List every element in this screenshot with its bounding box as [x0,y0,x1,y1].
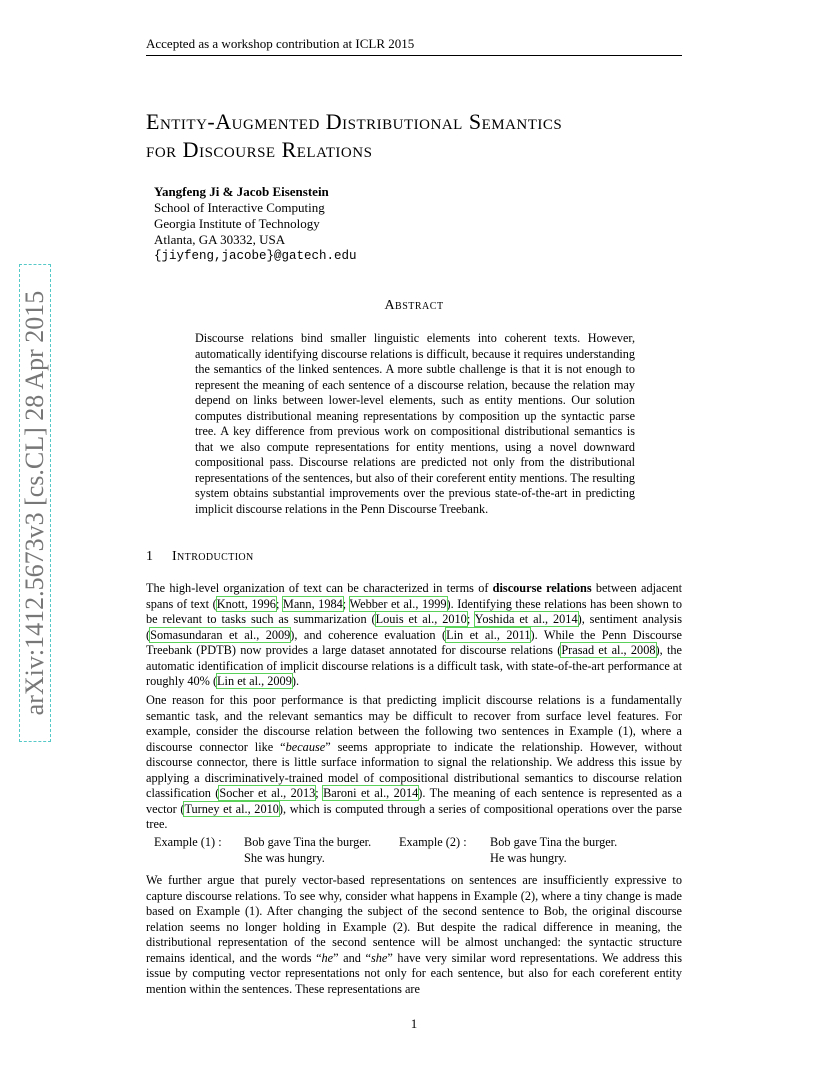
text-run: ; [466,612,475,626]
abstract-text: Discourse relations bind smaller linguistic elements into coherent texts. However, automatically identifying discourse relations is difficult, because it requires understanding the semantics of the linked sentences. A more subtle challenge is that it is not enough to represent the meaning of each sentence of a discourse relation, because the relation may depend on links between lower-level elements, such as entity mentions. Our solution computes distributional meaning representations by composition up the syntactic parse tree. A key difference from previous work on compositional distributional semantics is that we also compute representations for entity mentions, using a novel downward compositional pass. Discourse relations are predicted not only from the distributional representations of the sentences, but also of their coreferent entity mentions. The resulting system obtains substantial improvements over the previous state-of-the-art in predicting implicit discourse relations in the Penn Discourse Treebank. [195,331,635,516]
author-email: {jiyfeng,jacobe}@gatech.edu [154,249,357,263]
abstract-heading: Abstract [384,298,444,313]
running-head: Accepted as a workshop contribution at ICLR 2015 [146,36,682,56]
citation-link[interactable]: Prasad et al., 2008 [561,643,656,657]
bold-term: discourse relations [492,581,592,595]
citation-link[interactable]: Knott, 1996 [216,596,276,611]
citation-link[interactable]: Mann, 1984 [282,596,343,611]
affiliation-2: Georgia Institute of Technology [154,216,320,231]
text-run: ), and coherence evaluation ( [290,627,447,642]
text-run: We further argue that purely vector-based representations on sentences are insufficiently expressive to capture discourse relations. To see why, consider what happens in Example (2), where a tiny change is made based on Example (1). After changing the subject of the second sentence to Bob, the original discourse relation seems no longer holding in Example (2). But despite the radical difference in meaning, the distributional representation of the second sentence will be almost unchanged: the syntactic structure remains identical, and the words “ [146,873,682,965]
author-block [154,184,554,264]
example-2-label: Example (2) : [399,835,467,849]
text-run: ). While the Penn Discourse Treebank (PDTB) now provides a large dataset annotated for discourse relations ( [146,627,682,657]
italic-term: he [321,950,334,965]
citation-link[interactable]: Somasundaran et al., 2009 [150,627,291,642]
citation-link[interactable]: Baroni et al., 2014 [323,786,419,800]
example-2-line-2: He was hungry. [490,851,567,865]
citation-link[interactable]: Webber et al., 1999 [349,596,447,611]
title-line-1: Entity-Augmented Distributional Semantics [146,109,563,134]
text-run: ). [291,674,300,688]
citation-link[interactable]: Lin et al., 2009 [217,674,292,688]
citation-link[interactable]: Turney et al., 2010 [184,801,279,816]
italic-term: because [285,739,326,754]
example-2-line-1: Bob gave Tina the burger. [490,835,618,849]
paragraph-3 [146,873,682,997]
text-run: ; [342,596,350,611]
text-run: ; [315,786,324,800]
italic-term: she [370,950,388,965]
section-title: Introduction [172,549,254,564]
text-run: ), the automatic identification of implicit discourse relations is a difficult task, with state-of-the-art performance at roughly 40% ( [146,643,682,688]
example-1-line-1: Bob gave Tina the burger. [244,835,372,849]
example-1-label: Example (1) : [154,835,222,849]
paper-title [146,108,706,164]
text-run: ” have very similar word representations. We address this issue by computing vector representations not only for each sentence, but also for each coreferent entity mention within the sentences. These representations are [146,950,682,996]
citation-link[interactable]: Louis et al., 2010 [375,612,467,626]
arxiv-stamp-text: arXiv:1412.5673v3 [cs.CL] 28 Apr 2015 [20,290,49,716]
text-run: ; [275,596,283,611]
section-number: 1 [146,549,153,564]
section-heading [146,549,682,565]
text-run: ), which is computed through a series of compositional operations over the parse tree. [146,801,682,831]
citation-link[interactable]: Yoshida et al., 2014 [474,612,578,626]
text-run: One reason for this poor performance is that predicting implicit discourse relations is a fundamentally semantic task, and the relevant semantics may be difficult to recover from surface level features. For example, consider the discourse relation between the following two sentences in Example (1), where a discourse connector like “ [146,693,682,754]
citation-link[interactable]: Socher et al., 2013 [219,786,316,800]
text-run: The high-level organization of text can be characterized in terms of [146,581,493,595]
arxiv-stamp[interactable] [19,264,51,742]
example-1-line-2: She was hungry. [244,851,325,865]
author-names: Yangfeng Ji & Jacob Eisenstein [154,184,329,199]
text-run: ). Identifying these relations has been shown to be relevant to tasks such as summarization ( [146,596,682,626]
text-run: ). The meaning of each sentence is represented as a vector ( [146,786,682,816]
page-number: 1 [410,1016,418,1031]
paragraph-1 [146,581,682,690]
paragraph-2 [146,693,682,833]
text-run: between adjacent spans of text ( [146,581,682,611]
text-run: ” seems appropriate to indicate the relationship. However, without discourse connector, there is little surface information to signal the relationship. We address this issue by applying a discriminatively-trained model of compositional distributional semantics to discourse relation classification ( [146,739,682,800]
address: Atlanta, GA 30332, USA [154,232,286,247]
title-line-2: for Discourse Relations [146,137,373,162]
text-run: ), sentiment analysis ( [146,612,683,642]
text-run: ” and “ [333,950,371,965]
affiliation-1: School of Interactive Computing [154,200,325,215]
citation-link[interactable]: Lin et al., 2011 [446,627,531,642]
